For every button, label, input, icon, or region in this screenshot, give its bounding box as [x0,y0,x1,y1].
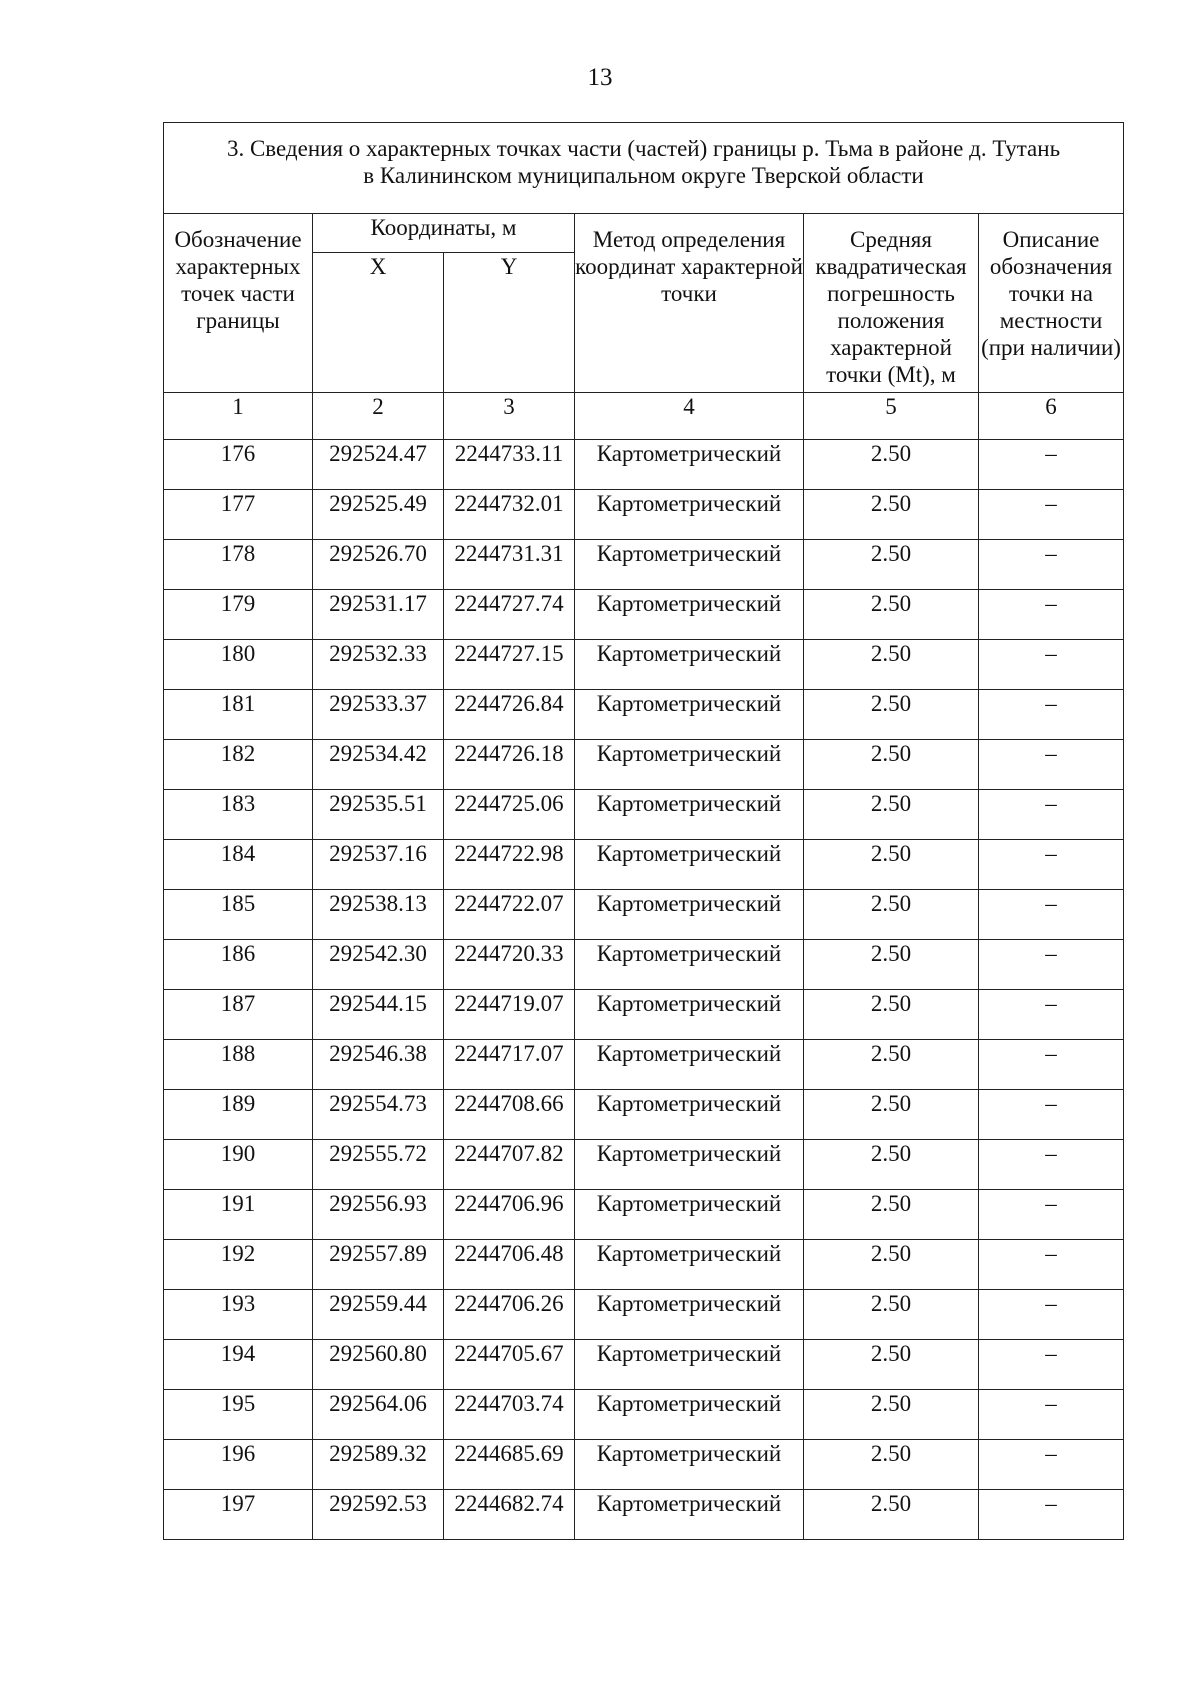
description-cell: – [979,440,1124,490]
description-cell: – [979,640,1124,690]
y-coordinate-cell: 2244705.67 [444,1340,575,1390]
method-cell: Картометрический [575,440,804,490]
method-cell: Картометрический [575,540,804,590]
y-coordinate-cell: 2244720.33 [444,940,575,990]
method-cell: Картометрический [575,1040,804,1090]
error-cell: 2.50 [804,1440,979,1490]
table-row [164,1190,1124,1240]
table-row [164,440,1124,490]
description-cell: – [979,1340,1124,1390]
error-cell: 2.50 [804,1190,979,1240]
method-cell: Картометрический [575,1490,804,1540]
point-id-cell: 191 [164,1190,313,1240]
method-cell: Картометрический [575,640,804,690]
y-coordinate-cell: 2244733.11 [444,440,575,490]
point-id-cell: 179 [164,590,313,640]
error-cell: 2.50 [804,1290,979,1340]
y-coordinate-cell: 2244706.26 [444,1290,575,1340]
y-coordinate-cell: 2244707.82 [444,1140,575,1190]
description-cell: – [979,1090,1124,1140]
error-cell: 2.50 [804,990,979,1040]
x-coordinate-cell: 292544.15 [313,990,444,1040]
error-cell: 2.50 [804,790,979,840]
column-number: 5 [804,393,979,440]
point-id-cell: 186 [164,940,313,990]
y-coordinate-cell: 2244685.69 [444,1440,575,1490]
x-coordinate-cell: 292559.44 [313,1290,444,1340]
table-row [164,790,1124,840]
column-number: 6 [979,393,1124,440]
error-cell: 2.50 [804,1490,979,1540]
table-row [164,1240,1124,1290]
error-cell: 2.50 [804,540,979,590]
page-number: 13 [587,64,613,91]
table-row [164,890,1124,940]
y-coordinate-cell: 2244722.07 [444,890,575,940]
y-coordinate-cell: 2244731.31 [444,540,575,590]
description-cell: – [979,1040,1124,1090]
table-row [164,1490,1124,1540]
header-x: X [313,253,444,393]
x-coordinate-cell: 292554.73 [313,1090,444,1140]
description-cell: – [979,1190,1124,1240]
table-row [164,690,1124,740]
table-row [164,1040,1124,1090]
description-cell: – [979,1390,1124,1440]
description-cell: – [979,490,1124,540]
x-coordinate-cell: 292546.38 [313,1040,444,1090]
point-id-cell: 176 [164,440,313,490]
error-cell: 2.50 [804,690,979,740]
table-row [164,490,1124,540]
description-cell: – [979,740,1124,790]
x-coordinate-cell: 292556.93 [313,1190,444,1240]
point-id-cell: 196 [164,1440,313,1490]
error-cell: 2.50 [804,1340,979,1390]
error-cell: 2.50 [804,1390,979,1440]
error-cell: 2.50 [804,1140,979,1190]
column-number: 2 [313,393,444,440]
description-cell: – [979,1290,1124,1340]
column-number: 3 [444,393,575,440]
table-title-line-1: 3. Сведения о характерных точках части (частей) границы р. Тьма в районе д. Тутань [226,136,1061,161]
point-id-cell: 181 [164,690,313,740]
description-cell: – [979,1240,1124,1290]
description-cell: – [979,690,1124,740]
table-row [164,940,1124,990]
method-cell: Картометрический [575,1240,804,1290]
method-cell: Картометрический [575,1440,804,1490]
x-coordinate-cell: 292555.72 [313,1140,444,1190]
table-row [164,590,1124,640]
x-coordinate-cell: 292531.17 [313,590,444,640]
y-coordinate-cell: 2244732.01 [444,490,575,540]
y-coordinate-cell: 2244727.74 [444,590,575,640]
method-cell: Картометрический [575,490,804,540]
header-row [164,214,1124,253]
point-id-cell: 180 [164,640,313,690]
column-number: 1 [164,393,313,440]
description-cell: – [979,590,1124,640]
description-cell: – [979,790,1124,840]
x-coordinate-cell: 292535.51 [313,790,444,840]
column-number: 4 [575,393,804,440]
table-row [164,640,1124,690]
table-row [164,1390,1124,1440]
x-coordinate-cell: 292532.33 [313,640,444,690]
x-coordinate-cell: 292534.42 [313,740,444,790]
y-coordinate-cell: 2244727.15 [444,640,575,690]
method-cell: Картометрический [575,690,804,740]
header-method: Метод определения координат характерной точки [575,214,804,393]
table-row [164,1440,1124,1490]
y-coordinate-cell: 2244682.74 [444,1490,575,1540]
method-cell: Картометрический [575,1190,804,1240]
error-cell: 2.50 [804,840,979,890]
table-row [164,840,1124,890]
error-cell: 2.50 [804,590,979,640]
description-cell: – [979,890,1124,940]
y-coordinate-cell: 2244717.07 [444,1040,575,1090]
method-cell: Картометрический [575,790,804,840]
error-cell: 2.50 [804,1090,979,1140]
description-cell: – [979,940,1124,990]
point-id-cell: 194 [164,1340,313,1390]
error-cell: 2.50 [804,940,979,990]
point-id-cell: 182 [164,740,313,790]
description-cell: – [979,840,1124,890]
x-coordinate-cell: 292533.37 [313,690,444,740]
x-coordinate-cell: 292525.49 [313,490,444,540]
point-id-cell: 189 [164,1090,313,1140]
table-row [164,1140,1124,1190]
x-coordinate-cell: 292592.53 [313,1490,444,1540]
method-cell: Картометрический [575,590,804,640]
x-coordinate-cell: 292564.06 [313,1390,444,1440]
method-cell: Картометрический [575,1340,804,1390]
error-cell: 2.50 [804,490,979,540]
description-cell: – [979,1140,1124,1190]
description-cell: – [979,1490,1124,1540]
point-id-cell: 184 [164,840,313,890]
point-id-cell: 188 [164,1040,313,1090]
y-coordinate-cell: 2244725.06 [444,790,575,840]
y-coordinate-cell: 2244706.96 [444,1190,575,1240]
point-id-cell: 177 [164,490,313,540]
point-id-cell: 193 [164,1290,313,1340]
table-row [164,990,1124,1040]
table-row [164,1090,1124,1140]
error-cell: 2.50 [804,890,979,940]
error-cell: 2.50 [804,1040,979,1090]
point-id-cell: 197 [164,1490,313,1540]
header-y: Y [444,253,575,393]
header-coordinates: Координаты, м [313,214,575,253]
table-row [164,1290,1124,1340]
table-row [164,1340,1124,1390]
method-cell: Картометрический [575,890,804,940]
method-cell: Картометрический [575,940,804,990]
error-cell: 2.50 [804,1240,979,1290]
header-description: Описание обозначения точки на местности (при наличии) [979,214,1124,393]
x-coordinate-cell: 292560.80 [313,1340,444,1390]
method-cell: Картометрический [575,1290,804,1340]
method-cell: Картометрический [575,1140,804,1190]
method-cell: Картометрический [575,1090,804,1140]
y-coordinate-cell: 2244726.84 [444,690,575,740]
point-id-cell: 192 [164,1240,313,1290]
y-coordinate-cell: 2244706.48 [444,1240,575,1290]
point-id-cell: 185 [164,890,313,940]
point-id-cell: 190 [164,1140,313,1190]
y-coordinate-cell: 2244726.18 [444,740,575,790]
y-coordinate-cell: 2244703.74 [444,1390,575,1440]
x-coordinate-cell: 292542.30 [313,940,444,990]
point-id-cell: 187 [164,990,313,1040]
table-title [164,123,1124,214]
x-coordinate-cell: 292526.70 [313,540,444,590]
x-coordinate-cell: 292538.13 [313,890,444,940]
error-cell: 2.50 [804,640,979,690]
header-designation: Обозначение характерных точек части границы [164,214,313,393]
point-id-cell: 178 [164,540,313,590]
table-row [164,540,1124,590]
point-id-cell: 183 [164,790,313,840]
y-coordinate-cell: 2244722.98 [444,840,575,890]
description-cell: – [979,1440,1124,1490]
y-coordinate-cell: 2244719.07 [444,990,575,1040]
x-coordinate-cell: 292524.47 [313,440,444,490]
characteristic-points-table [163,122,1124,1540]
column-number-row [164,393,1124,440]
y-coordinate-cell: 2244708.66 [444,1090,575,1140]
point-id-cell: 195 [164,1390,313,1440]
x-coordinate-cell: 292537.16 [313,840,444,890]
method-cell: Картометрический [575,1390,804,1440]
table-title-line-2: в Калининском муниципальном округе Тверской области [363,163,924,188]
method-cell: Картометрический [575,740,804,790]
method-cell: Картометрический [575,840,804,890]
x-coordinate-cell: 292589.32 [313,1440,444,1490]
table-title-row [164,123,1124,214]
description-cell: – [979,990,1124,1040]
x-coordinate-cell: 292557.89 [313,1240,444,1290]
table-row [164,740,1124,790]
error-cell: 2.50 [804,440,979,490]
method-cell: Картометрический [575,990,804,1040]
description-cell: – [979,540,1124,590]
header-error: Средняя квадратическая погрешность положения характерной точки (Mt), м [804,214,979,393]
error-cell: 2.50 [804,740,979,790]
